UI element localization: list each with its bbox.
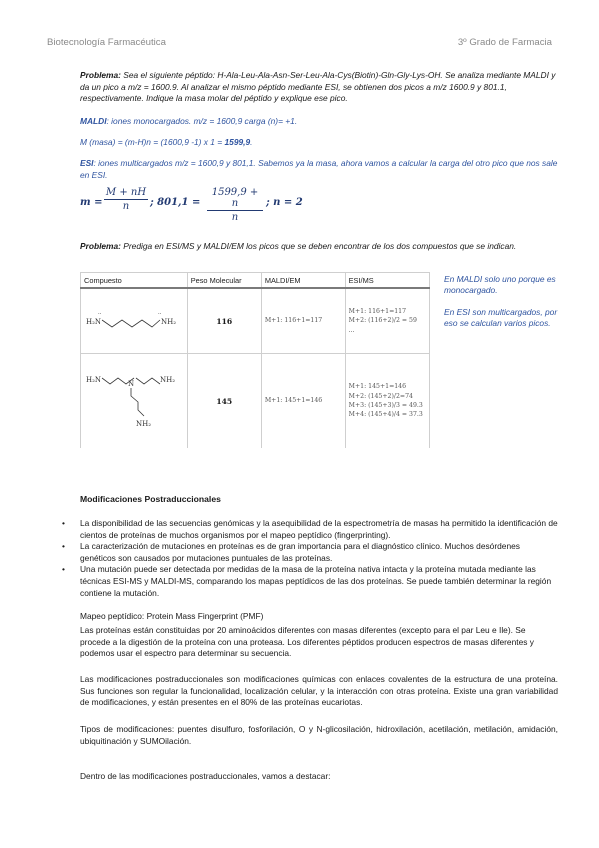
maldi-line	[80, 116, 558, 128]
svg-text:..: ..	[158, 310, 162, 316]
esi-line	[80, 158, 558, 181]
svg-text:N: N	[128, 380, 135, 388]
svg-text:NH₂: NH₂	[136, 420, 152, 428]
closing-line: Dentro de las modificaciones postraduccionales, vamos a destacar:	[80, 771, 331, 781]
problem-2-label: Problema:	[80, 241, 121, 251]
esi-text: : iones multicargados m/z = 1600,9 y 801,1. Sabemos ya la masa, ahora vamos a calcular la carga del otro pico que nos sale en ESI.	[80, 158, 558, 180]
th-maldi: MALDI/EM	[261, 273, 345, 289]
header-course: 3º Grado de Farmacia	[457, 37, 552, 48]
problem-1-text: Sea el siguiente péptido: H-Ala-Leu-Ala-Asn-Ser-Leu-Ala-Cys(Biotin)-Gln-Gly-Lys-OH. Se analiza mediante MALDI y da un pico a m/z = 1600.9. Al analizar el mismo péptido mediante ESI, se obtienen dos picos a m/z 1600.9 y 801.1, respectivamente. Indique la masa molar del péptido y explique ese pico.	[80, 70, 556, 104]
svg-text:NH₂: NH₂	[161, 318, 177, 326]
list-item: • La disponibilidad de las secuencias genómicas y la asequibilidad de la espectrometría de masas ha permitido la identificación de cientos de proteínas de muchos organismos por el mapeo peptídico (fingerprinting).	[62, 518, 558, 540]
maldi-label: MALDI	[80, 116, 107, 126]
diamine-structure	[84, 300, 180, 340]
svg-text:..: ..	[98, 310, 102, 316]
compound-structure-2	[81, 354, 188, 449]
formula-lhs: m =	[80, 197, 103, 208]
mass-text: M (masa) = (m-H)n = (1600,9 -1) x 1 =	[80, 137, 225, 147]
mass-result: 1599,9	[224, 137, 251, 147]
pmf-title: Mapeo peptídico: Protein Mass Fingerprint (PMF)	[80, 611, 264, 621]
maldi-note: En MALDI solo uno porque es monocargado.	[444, 274, 556, 296]
svg-text:H₂N: H₂N	[86, 318, 102, 326]
mass-line: M (masa) = (m-H)n = (1600,9 -1) x 1 = 1599,9.	[80, 137, 253, 147]
table-row	[81, 354, 430, 449]
fraction-2: $\frac{1599,9 + n}{n}$	[207, 187, 263, 223]
th-compound: Compuesto	[81, 273, 188, 289]
formula-result: ; n = 2	[266, 197, 303, 208]
formula-sep: ; 801,1 =	[150, 197, 201, 208]
problem-1	[80, 70, 558, 105]
mw-value: 116	[187, 288, 261, 354]
ptm-types: Tipos de modificaciones: puentes disulfuro, fosforilación, O y N-glicosilación, hidroxilación, acetilación, metilación, amidación, ubiquitinación y SUMOilación.	[80, 724, 558, 746]
svg-text:NH₂: NH₂	[160, 376, 176, 384]
svg-text:H₂N: H₂N	[86, 376, 102, 384]
fraction-1: $\frac{M + nH}{n}$	[105, 187, 147, 212]
maldi-value: M+1: 116+1=117	[261, 288, 345, 354]
charge-formula	[80, 187, 380, 223]
problem-2	[80, 241, 558, 253]
esi-values: M+1: 116+1=117 M+2: (116+2)/2 = 59 ...	[345, 288, 429, 354]
section-title: Modificaciones Postraduccionales	[80, 494, 221, 504]
maldi-value: M+1: 145+1=146	[261, 354, 345, 449]
th-esi: ESI/MS	[345, 273, 429, 289]
table-row	[81, 288, 430, 354]
table-header-row	[81, 273, 430, 289]
triamine-structure	[84, 362, 180, 438]
mw-value: 145	[187, 354, 261, 449]
maldi-text: : iones monocargados. m/z = 1600,9 carga (n)= +1.	[106, 116, 298, 126]
ptm-text: Las modificaciones postraduccionales son modificaciones químicas con enlaces covalentes de la estructura de una proteína. Sus funciones son regular la funcionalidad, localización celular, y la interacción con otras proteína. Existe una gran variabilidad de modificaciones, y están presentes en el 80% de las proteínas eucariotas.	[80, 674, 558, 708]
list-item: • La caracterización de mutaciones en proteínas es de gran importancia para el diagnóstico clínico. Muchos desórdenes genéticos son causados por mutaciones puntuales de las proteínas.	[62, 541, 520, 563]
problem-1-label: Problema:	[80, 70, 121, 80]
compound-table	[80, 272, 430, 448]
esi-label: ESI	[80, 158, 94, 168]
pmf-text: Las proteínas están constituidas por 20 aminoácidos diferentes con masas diferentes (excepto para el par Leu e Ile). Se procede a la digestión de la proteína con una proteasa. Los diferentes péptidos producen espectros de masas diferentes y podemos usar el espectro para determinar su secuencia.	[80, 625, 534, 659]
bullet-list	[62, 518, 558, 599]
esi-values: M+1: 145+1=146 M+2: (145+2)/2=74 M+3: (145+3)/3 = 49.3 M+4: (145+4)/4 = 37.3	[345, 354, 429, 449]
problem-2-text: Prediga en ESI/MS y MALDI/EM los picos que se deben encontrar de los dos compuestos que se indican.	[120, 241, 517, 251]
list-item: • Una mutación puede ser detectada por medidas de la masa de la proteína nativa intacta y la proteína mutada mediante las técnicas ESI-MS y MALDI-MS, comparando los mapas peptídicos de las dos proteínas. Se puede también determinar la región contiene la mutación.	[62, 564, 552, 598]
esi-note: En ESI son multicargados, por eso se calculan varios picos.	[444, 307, 558, 329]
header-subject: Biotecnología Farmacéutica	[47, 37, 166, 48]
compound-structure-1	[81, 288, 188, 354]
th-mw: Peso Molecular	[187, 273, 261, 289]
